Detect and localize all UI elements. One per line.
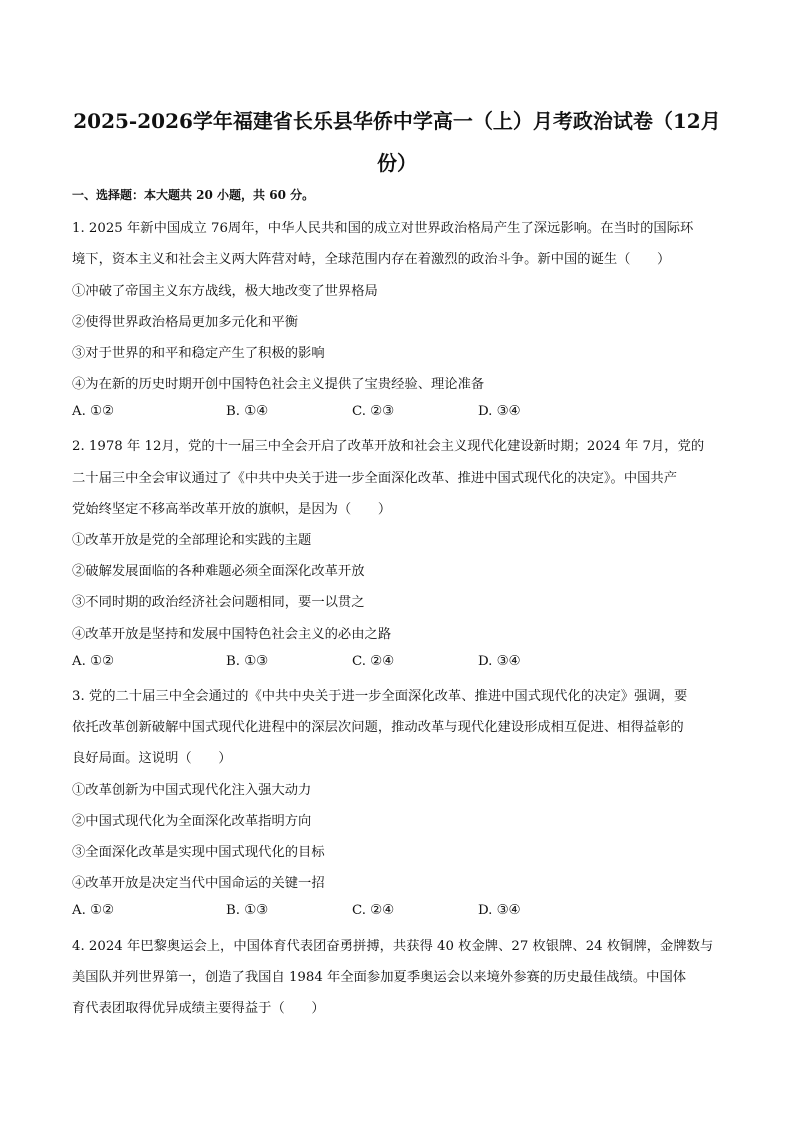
q1-option-d[interactable]: D. ③④ bbox=[478, 404, 521, 419]
q1-statement-4: ④为在新的历史时期开创中国特色社会主义提供了宝贵经验、理论准备 bbox=[72, 377, 485, 392]
q2-option-b[interactable]: B. ①③ bbox=[226, 654, 269, 669]
q1-option-a[interactable]: A. ①② bbox=[72, 404, 114, 419]
q3-statement-2: ②中国式现代化为全面深化改革指明方向 bbox=[72, 814, 312, 829]
q3-option-d[interactable]: D. ③④ bbox=[478, 903, 521, 918]
q4-stem-line-3: 育代表团取得优异成绩主要得益于（ ） bbox=[72, 1001, 325, 1016]
q1-option-c[interactable]: C. ②③ bbox=[352, 404, 394, 419]
q2-option-a[interactable]: A. ①② bbox=[72, 654, 114, 669]
q2-option-d[interactable]: D. ③④ bbox=[478, 654, 521, 669]
q2-statement-2: ②破解发展面临的各种难题必须全面深化改革开放 bbox=[72, 564, 365, 579]
section-heading: 一、选择题：本大题共 20 小题，共 60 分。 bbox=[72, 188, 315, 202]
q2-option-c[interactable]: C. ②④ bbox=[352, 654, 394, 669]
exam-title: 2025-2026学年福建省长乐县华侨中学高一（上）月考政治试卷（12月份） bbox=[73, 109, 721, 175]
q4-stem-line-2: 美国队并列世界第一，创造了我国自 1984 年全面参加夏季奥运会以来境外参赛的历史最佳战绩。中国体 bbox=[72, 970, 687, 985]
q1-statement-3: ③对于世界的和平和稳定产生了积极的影响 bbox=[72, 346, 325, 361]
q3-statement-4: ④改革开放是决定当代中国命运的关键一招 bbox=[72, 876, 325, 891]
q3-stem-line-1: 3. 党的二十届三中全会通过的《中共中央关于进一步全面深化改革、推进中国式现代化的决定》强调，要 bbox=[72, 689, 688, 704]
q3-stem-line-2: 依托改革创新破解中国式现代化进程中的深层次问题，推动改革与现代化建设形成相互促进、相得益彰的 bbox=[72, 720, 684, 735]
q3-option-b[interactable]: B. ①③ bbox=[226, 903, 269, 918]
q2-stem-line-1: 2. 1978 年 12月，党的十一届三中全会开启了改革开放和社会主义现代化建设新时期；2024 年 7月，党的 bbox=[72, 439, 705, 454]
q1-statement-1: ①冲破了帝国主义东方战线，极大地改变了世界格局 bbox=[72, 284, 378, 299]
q4-stem-line-1: 4. 2024 年巴黎奥运会上，中国体育代表团奋勇拼搏，共获得 40 枚金牌、27 枚银牌、24 枚铜牌，金牌数与 bbox=[72, 939, 714, 954]
q2-statement-1: ①改革开放是党的全部理论和实践的主题 bbox=[72, 533, 312, 548]
q3-option-c[interactable]: C. ②④ bbox=[352, 903, 394, 918]
q2-stem-line-2: 二十届三中全会审议通过了《中共中央关于进一步全面深化改革、推进中国式现代化的决定》。中国共产 bbox=[72, 471, 678, 486]
q2-stem-line-3: 党始终坚定不移高举改革开放的旗帜，是因为（ ） bbox=[72, 502, 392, 517]
q1-option-b[interactable]: B. ①④ bbox=[226, 404, 269, 419]
q2-statement-3: ③不同时期的政治经济社会问题相同，要一以贯之 bbox=[72, 595, 365, 610]
q2-statement-4: ④改革开放是坚持和发展中国特色社会主义的必由之路 bbox=[72, 627, 392, 642]
q3-statement-1: ①改革创新为中国式现代化注入强大动力 bbox=[72, 783, 312, 798]
q1-statement-2: ②使得世界政治格局更加多元化和平衡 bbox=[72, 315, 299, 330]
q1-stem-line-1: 1. 2025 年新中国成立 76周年，中华人民共和国的成立对世界政治格局产生了深远影响。在当时的国际环 bbox=[72, 221, 694, 236]
q3-option-a[interactable]: A. ①② bbox=[72, 903, 114, 918]
q3-stem-line-3: 良好局面。这说明（ ） bbox=[72, 751, 232, 766]
q1-stem-line-2: 境下，资本主义和社会主义两大阵营对峙，全球范围内存在着激烈的政治斗争。新中国的诞生（ ） bbox=[72, 252, 671, 267]
q3-statement-3: ③全面深化改革是实现中国式现代化的目标 bbox=[72, 845, 325, 860]
